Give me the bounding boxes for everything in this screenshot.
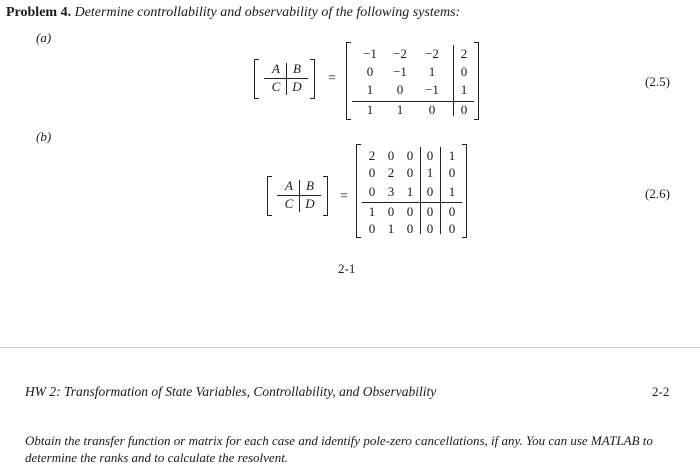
matrix-a-cell: 0 bbox=[396, 82, 404, 97]
matrix-b-cell: 0 bbox=[426, 148, 434, 163]
equals-sign-b: = bbox=[340, 189, 348, 204]
hw-title: HW 2: Transformation of State Variables, Controllability, and Observability bbox=[25, 384, 437, 399]
matrix-b-cell: 0 bbox=[448, 204, 456, 219]
block-matrix-b bbox=[267, 175, 337, 217]
right-bracket bbox=[310, 59, 315, 99]
problem-heading bbox=[6, 4, 460, 22]
matrix-b-divider-h bbox=[362, 202, 462, 203]
part-b-label: (b) bbox=[36, 129, 52, 144]
matrix-b-cell: 2 bbox=[368, 148, 376, 163]
matrix-b-cell: 0 bbox=[406, 165, 414, 180]
left-bracket bbox=[254, 59, 259, 99]
matrix-b-cell: 0 bbox=[448, 165, 456, 180]
matrix-b-cell: 1 bbox=[406, 184, 414, 199]
matrix-a-cell: 1 bbox=[396, 102, 404, 117]
problem-label: Problem 4. bbox=[6, 5, 72, 20]
block-divider-v bbox=[286, 63, 287, 95]
matrix-a-cell: −1 bbox=[425, 82, 439, 97]
matrix-a-cell: 0 bbox=[366, 64, 374, 79]
matrix-b-cell: 1 bbox=[448, 148, 456, 163]
matrix-b-cell: 3 bbox=[387, 184, 395, 199]
block-b: B bbox=[293, 61, 301, 76]
block-divider-v bbox=[299, 180, 300, 212]
block-a: A bbox=[285, 178, 293, 193]
matrix-a-cell: −1 bbox=[393, 64, 407, 79]
matrix-b-cell: 1 bbox=[448, 184, 456, 199]
matrix-a-cell: −2 bbox=[425, 46, 439, 61]
left-bracket bbox=[267, 176, 272, 216]
part-a-label: (a) bbox=[36, 30, 52, 45]
matrix-b-cell: 1 bbox=[426, 165, 434, 180]
block-b: B bbox=[306, 178, 314, 193]
matrix-b-cell: 0 bbox=[387, 204, 395, 219]
matrix-a-cell: 1 bbox=[460, 82, 468, 97]
block-d: D bbox=[305, 196, 315, 211]
matrix-b-cell: 1 bbox=[368, 204, 376, 219]
matrix-a-cell: 0 bbox=[428, 102, 436, 117]
matrix-a-cell: 2 bbox=[460, 46, 468, 61]
instructions-text: Obtain the transfer function or matrix for each case and identify pole-zero cancellations, if any. You can use MATLAB to determine the ranks and to calculate the resolvent. bbox=[25, 433, 653, 465]
matrix-b-cell: 1 bbox=[387, 221, 395, 236]
problem-text: Determine controllability and observability of the following systems: bbox=[74, 5, 461, 20]
matrix-a-cell: 1 bbox=[366, 82, 374, 97]
matrix-b-cell: 0 bbox=[426, 221, 434, 236]
matrix-b-cell: 0 bbox=[368, 221, 376, 236]
matrix-b-cell: 0 bbox=[387, 148, 395, 163]
matrix-b-cell: 0 bbox=[406, 148, 414, 163]
matrix-b bbox=[356, 144, 470, 238]
matrix-a-left-bracket bbox=[346, 42, 351, 120]
matrix-a-cell: 0 bbox=[460, 64, 468, 79]
block-c: C bbox=[284, 196, 294, 211]
matrix-a-cell: −2 bbox=[393, 46, 407, 61]
block-c: C bbox=[271, 79, 281, 94]
block-d: D bbox=[292, 79, 302, 94]
equation-number-b: (2.6) bbox=[645, 186, 670, 201]
matrix-b-cell: 0 bbox=[368, 184, 376, 199]
matrix-b-cell: 0 bbox=[426, 204, 434, 219]
equation-number-a: (2.5) bbox=[645, 74, 670, 89]
page-number-top: 2-1 bbox=[338, 261, 356, 276]
matrix-a-cell: 0 bbox=[460, 102, 468, 117]
matrix-b-cell: 0 bbox=[448, 221, 456, 236]
matrix-a-cell: −1 bbox=[363, 46, 377, 61]
matrix-b-cell: 0 bbox=[406, 204, 414, 219]
equals-sign-a: = bbox=[328, 71, 336, 86]
matrix-b-cell: 0 bbox=[406, 221, 414, 236]
matrix-b-cell: 0 bbox=[426, 184, 434, 199]
matrix-a-cell: 1 bbox=[428, 64, 436, 79]
right-bracket bbox=[323, 176, 328, 216]
matrix-a-cell: 1 bbox=[366, 102, 374, 117]
block-a: A bbox=[272, 61, 280, 76]
matrix-b-cell: 0 bbox=[368, 165, 376, 180]
block-matrix-a bbox=[254, 58, 324, 100]
matrix-a bbox=[346, 42, 482, 120]
page-number-bottom: 2-2 bbox=[652, 384, 670, 399]
matrix-b-cell: 2 bbox=[387, 165, 395, 180]
page-divider bbox=[0, 347, 700, 348]
